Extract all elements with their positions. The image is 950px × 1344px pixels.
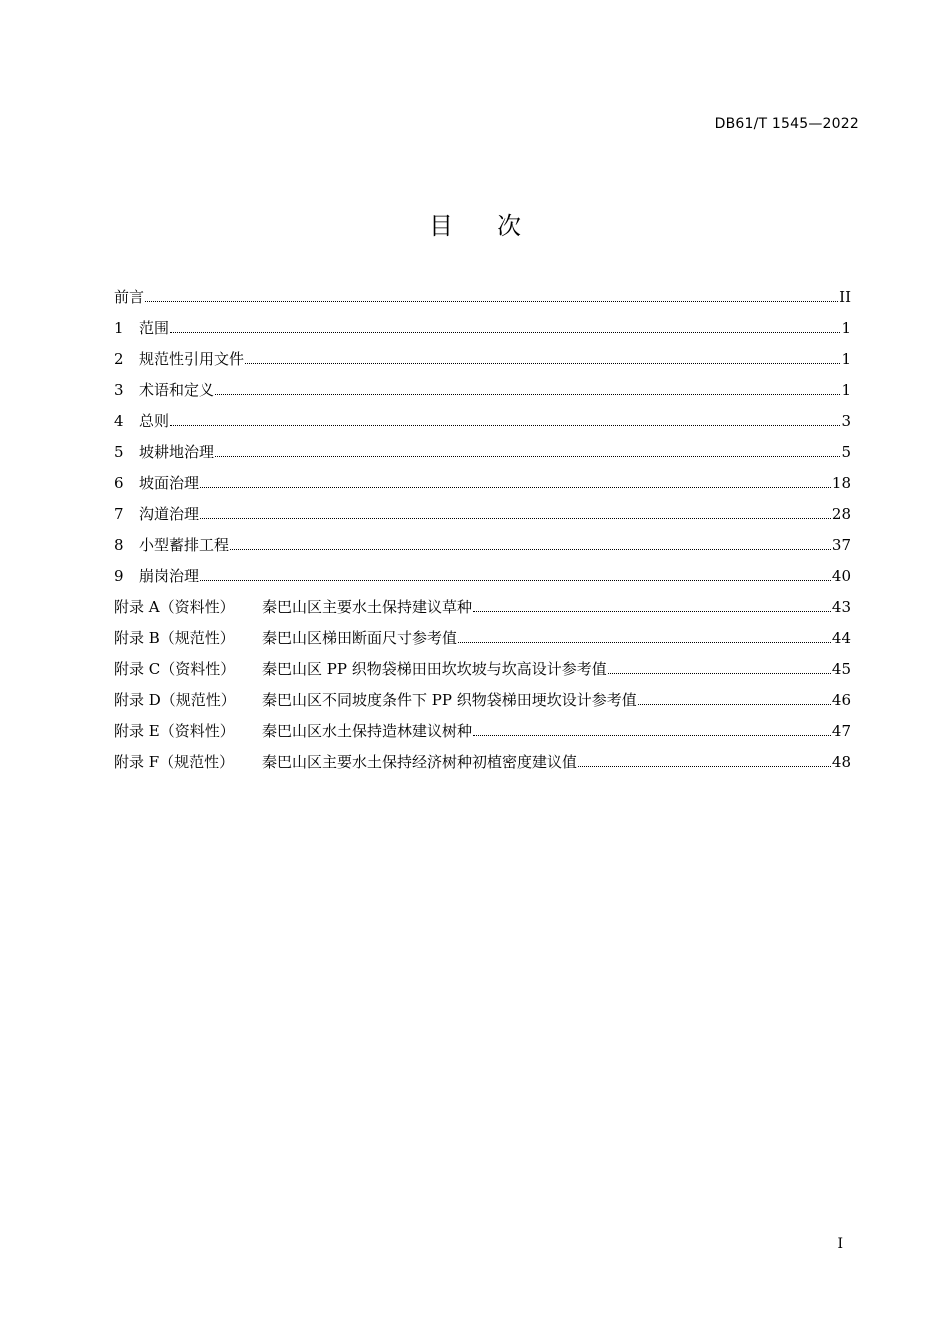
toc-entry-page: 18 [831,474,851,492]
toc-entry-page: II [839,288,851,306]
toc-entry-page: 1 [841,350,851,368]
toc-dot-leader [170,331,840,333]
toc-entry-label: 小型蓄排工程 [139,536,230,554]
page-number: I [837,1236,843,1252]
toc-entry[interactable] [114,286,851,317]
toc-entry[interactable] [114,379,851,410]
toc-entry-page: 3 [841,412,851,430]
toc-entry-page: 5 [841,443,851,461]
toc-entry-page: 40 [831,567,851,585]
toc-entry-label: 秦巴山区主要水土保持建议草种 [262,598,473,616]
toc-entry[interactable] [114,720,851,751]
toc-entry-number: 4 [114,412,124,430]
toc-entry-number: 5 [114,443,124,461]
toc-dot-leader [230,548,831,550]
toc-entry-page: 45 [831,660,851,678]
toc-entry[interactable] [114,596,851,627]
toc-entry-number: 2 [114,350,124,368]
toc-entry-label: 术语和定义 [139,381,215,399]
toc-entry-label: 坡面治理 [139,474,200,492]
toc-dot-leader [608,672,831,674]
page-title: 目次 [429,212,565,240]
toc-dot-leader [638,703,831,705]
toc-entry-number: 9 [114,567,124,585]
toc-entry-number: 1 [114,319,124,337]
toc-entry-page: 48 [831,753,851,771]
toc-entry-number: 3 [114,381,124,399]
toc-entry-page: 1 [841,381,851,399]
toc-dot-leader [200,517,831,519]
toc-entry-number: 7 [114,505,124,523]
toc-entry[interactable] [114,627,851,658]
toc-entry-page: 1 [841,319,851,337]
toc-entry[interactable] [114,534,851,565]
toc-entry-label: 规范性引用文件 [139,350,245,368]
toc-entry[interactable] [114,658,851,689]
toc-entry-label: 坡耕地治理 [139,443,215,461]
toc-dot-leader [578,765,831,767]
toc-dot-leader [200,579,831,581]
toc-entry-appendix-prefix: 附录 E（资料性） [114,722,235,740]
toc-entry-page: 46 [831,691,851,709]
toc-dot-leader [458,641,831,643]
toc-entry-appendix-prefix: 附录 D（规范性） [114,691,236,709]
document-code: DB61/T 1545—2022 [714,116,859,132]
toc-entry-label: 前言 [114,288,145,306]
toc-entry[interactable] [114,503,851,534]
toc-entry-label: 秦巴山区 PP 织物袋梯田田坎坎坡与坎高设计参考值 [262,660,607,678]
toc-entry-label: 沟道治理 [139,505,200,523]
toc-entry-appendix-prefix: 附录 C（资料性） [114,660,236,678]
toc-entry-number: 6 [114,474,124,492]
toc-entry-appendix-prefix: 附录 A（资料性） [114,598,235,616]
toc-entry[interactable] [114,751,851,782]
toc-dot-leader [145,300,838,302]
toc-entry-number: 8 [114,536,124,554]
toc-dot-leader [200,486,831,488]
toc-entry[interactable] [114,689,851,720]
toc-entry-label: 秦巴山区不同坡度条件下 PP 织物袋梯田埂坎设计参考值 [262,691,637,709]
toc-entry-label: 总则 [139,412,170,430]
toc-entry-appendix-prefix: 附录 F（规范性） [114,753,235,771]
toc-entry-page: 47 [831,722,851,740]
toc-entry[interactable] [114,472,851,503]
toc-dot-leader [215,455,840,457]
toc-entry[interactable] [114,565,851,596]
toc-entry[interactable] [114,441,851,472]
toc-entry-page: 44 [831,629,851,647]
toc-entry[interactable] [114,410,851,441]
table-of-contents [114,286,851,782]
toc-entry-label: 秦巴山区水土保持造林建议树种 [262,722,473,740]
toc-entry-page: 28 [831,505,851,523]
toc-dot-leader [170,424,840,426]
toc-dot-leader [215,393,840,395]
toc-dot-leader [245,362,840,364]
toc-entry-appendix-prefix: 附录 B（规范性） [114,629,235,647]
toc-entry-label: 秦巴山区主要水土保持经济树种初植密度建议值 [262,753,578,771]
toc-entry-page: 37 [831,536,851,554]
toc-dot-leader [473,610,831,612]
toc-entry-page: 43 [831,598,851,616]
toc-entry-label: 崩岗治理 [139,567,200,585]
toc-entry-label: 范围 [139,319,170,337]
toc-dot-leader [473,734,831,736]
toc-entry-label: 秦巴山区梯田断面尺寸参考值 [262,629,458,647]
toc-entry[interactable] [114,317,851,348]
toc-entry[interactable] [114,348,851,379]
